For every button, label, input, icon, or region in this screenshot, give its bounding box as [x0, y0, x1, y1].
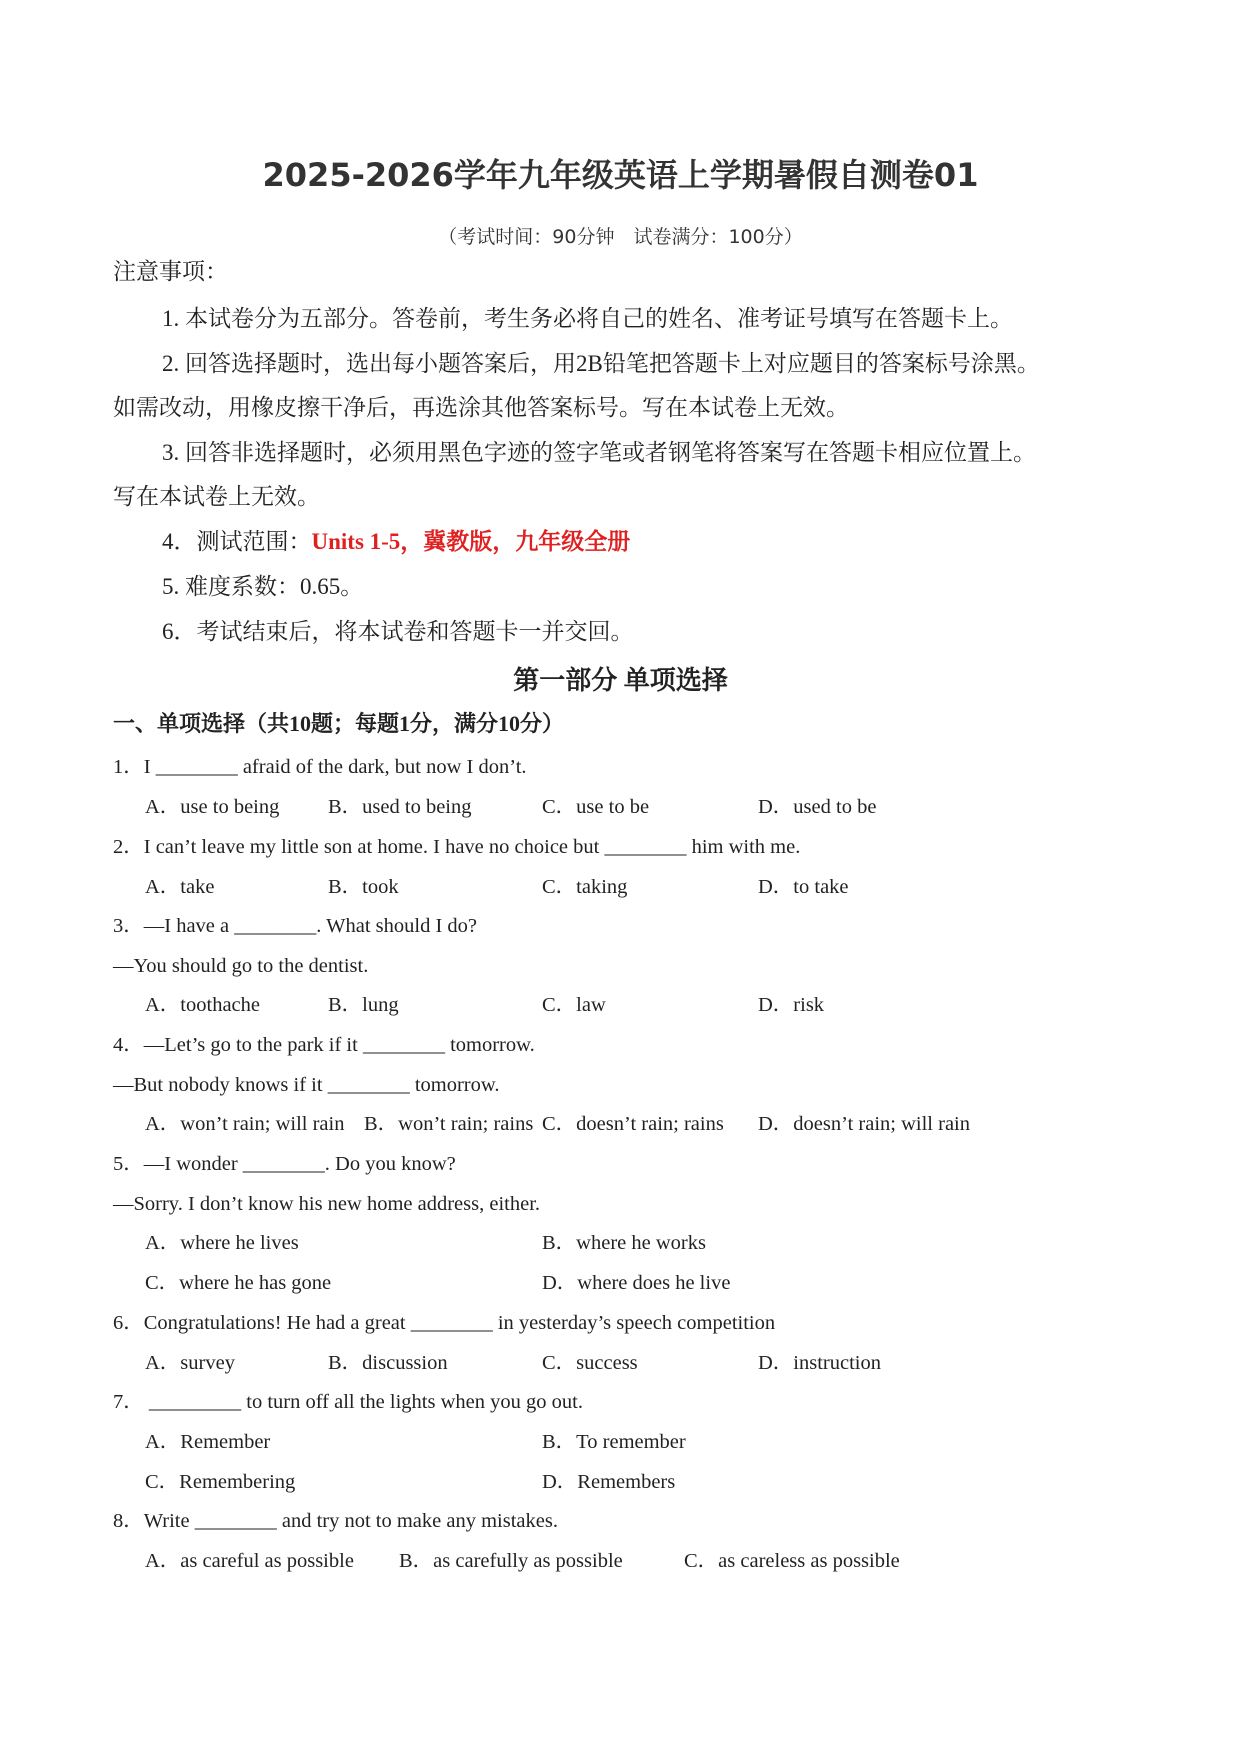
scope-label: 4．测试范围：	[162, 529, 312, 554]
question-option[interactable]: A．Remember	[145, 1431, 271, 1453]
question-option[interactable]: A．as careful as possible	[145, 1550, 354, 1572]
question-stem: 8．Write ________ and try not to make any mistakes.	[113, 1510, 558, 1532]
notes-heading: 注意事项：	[113, 259, 228, 284]
question-option[interactable]: D．doesn’t rain; will rain	[758, 1113, 970, 1135]
question-option[interactable]: A．use to being	[145, 796, 280, 818]
question-stem: 6．Congratulations! He had a great ________ in yesterday’s speech competition	[113, 1312, 776, 1334]
question-option[interactable]: C．use to be	[542, 796, 650, 818]
question-option[interactable]: D．where does he live	[542, 1272, 731, 1294]
note-item: 如需改动，用橡皮擦干净后，再选涂其他答案标号。写在本试卷上无效。	[113, 395, 849, 420]
question-option[interactable]: D．Remembers	[542, 1471, 676, 1493]
note-item: 1. 本试卷分为五部分。答卷前，考生务必将自己的姓名、准考证号填写在答题卡上。	[162, 306, 1013, 331]
question-stem: 5．—I wonder ________. Do you know?	[113, 1153, 456, 1175]
question-dialogue: —Sorry. I don’t know his new home address, either.	[113, 1193, 541, 1215]
question-option[interactable]: A．survey	[145, 1352, 235, 1374]
question-option[interactable]: B．took	[328, 876, 399, 898]
note-item: 2. 回答选择题时，选出每小题答案后，用2B铅笔把答题卡上对应题目的答案标号涂黑。	[162, 351, 1040, 376]
question-option[interactable]: A．toothache	[145, 994, 260, 1016]
question-option[interactable]: B．won’t rain; rains	[364, 1113, 534, 1135]
question-option[interactable]: C．doesn’t rain; rains	[542, 1113, 724, 1135]
question-option[interactable]: B．as carefully as possible	[399, 1550, 623, 1572]
question-dialogue: —But nobody knows if it ________ tomorrow.	[113, 1074, 500, 1096]
question-stem: 4．—Let’s go to the park if it ________ tomorrow.	[113, 1034, 535, 1056]
question-option[interactable]: A．take	[145, 876, 215, 898]
question-option[interactable]: D．instruction	[758, 1352, 881, 1374]
question-option[interactable]: B．discussion	[328, 1352, 448, 1374]
note-item: 5. 难度系数：0.65。	[162, 574, 364, 599]
question-dialogue: —You should go to the dentist.	[113, 955, 369, 977]
question-stem: 7． _________ to turn off all the lights when you go out.	[113, 1391, 583, 1413]
question-option[interactable]: C．where he has gone	[145, 1272, 332, 1294]
exam-subtitle: （考试时间：90分钟 试卷满分：100分）	[438, 226, 803, 248]
question-option[interactable]: B．where he works	[542, 1232, 706, 1254]
question-option[interactable]: D．used to be	[758, 796, 877, 818]
question-option[interactable]: C．taking	[542, 876, 628, 898]
question-option[interactable]: B．lung	[328, 994, 399, 1016]
question-option[interactable]: C．success	[542, 1352, 638, 1374]
part-heading: 一、单项选择（共10题；每题1分，满分10分）	[113, 711, 565, 736]
exam-title: 2025-2026学年九年级英语上学期暑假自测卷01	[262, 156, 979, 194]
question-option[interactable]: A．won’t rain; will rain	[145, 1113, 345, 1135]
note-item: 3. 回答非选择题时，必须用黑色字迹的签字笔或者钢笔将答案写在答题卡相应位置上。	[162, 440, 1036, 465]
question-option[interactable]: C．as careless as possible	[684, 1550, 900, 1572]
question-stem: 3．—I have a ________. What should I do?	[113, 915, 477, 937]
note-item: 写在本试卷上无效。	[113, 484, 320, 509]
question-option[interactable]: B．used to being	[328, 796, 472, 818]
note-item-scope	[162, 530, 630, 553]
question-stem: 1．I ________ afraid of the dark, but now I don’t.	[113, 756, 527, 778]
section-title: 第一部分 单项选择	[513, 666, 728, 695]
question-option[interactable]: C．law	[542, 994, 606, 1016]
question-option[interactable]: B．To remember	[542, 1431, 686, 1453]
scope-highlight: Units 1-5，冀教版，九年级全册	[311, 529, 631, 554]
question-option[interactable]: A．where he lives	[145, 1232, 299, 1254]
question-option[interactable]: C．Remembering	[145, 1471, 296, 1493]
question-option[interactable]: D．risk	[758, 994, 825, 1016]
question-stem: 2．I can’t leave my little son at home. I have no choice but ________ him with me.	[113, 836, 801, 858]
question-option[interactable]: D．to take	[758, 876, 849, 898]
note-item: 6．考试结束后，将本试卷和答题卡一并交回。	[162, 619, 634, 644]
